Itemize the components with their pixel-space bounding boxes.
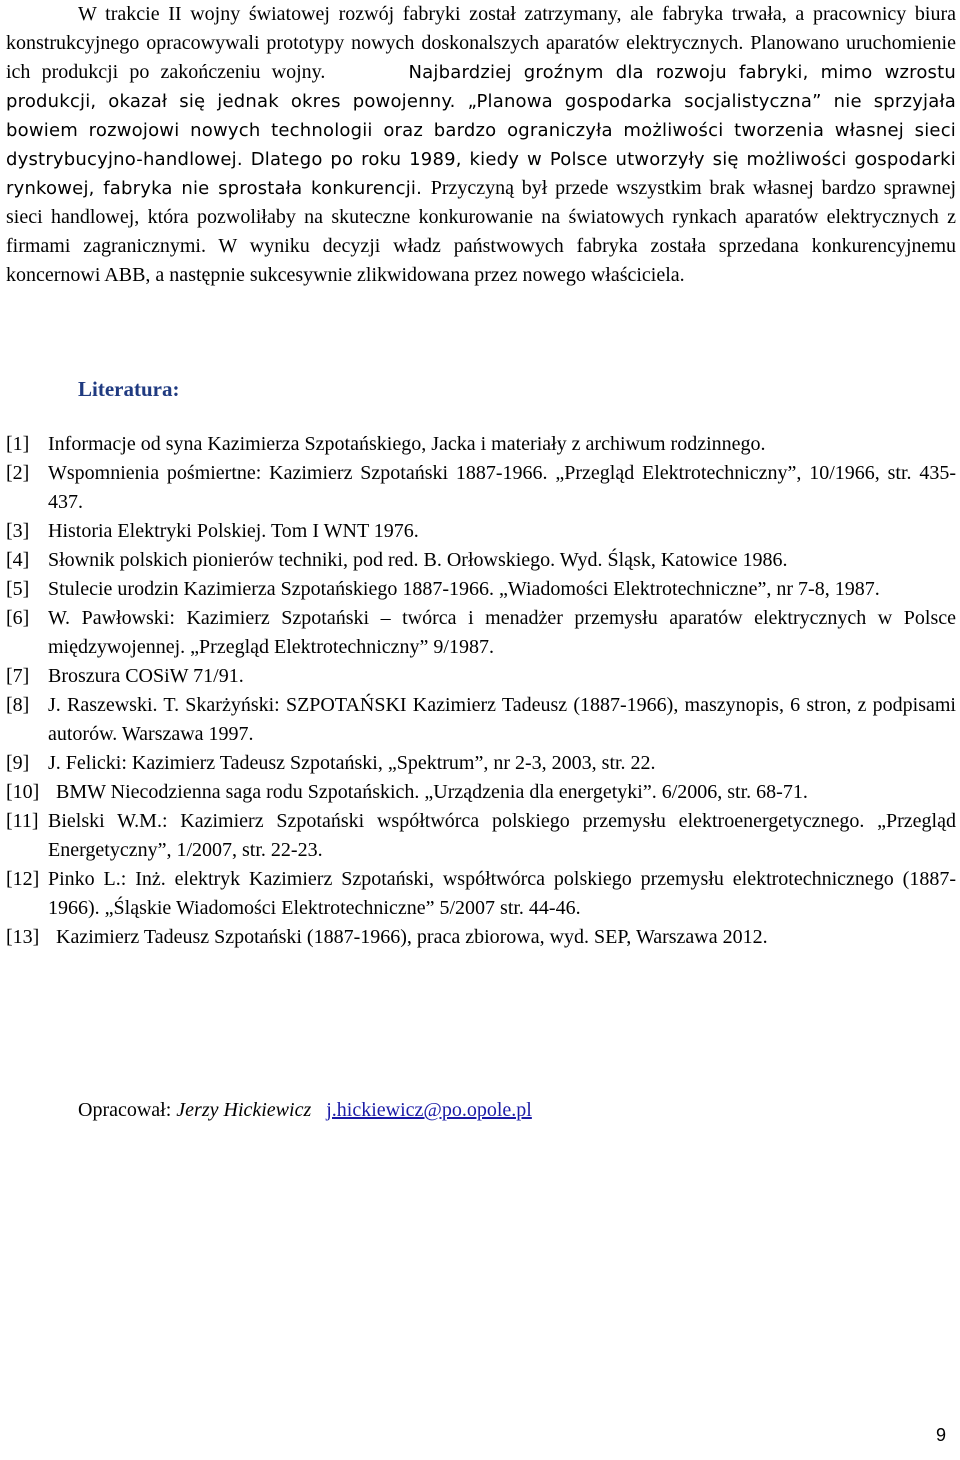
reference-item: [6, 575, 956, 604]
reference-number: [1]: [6, 433, 30, 455]
reference-number: [3]: [6, 520, 30, 542]
reference-item: [6, 807, 956, 865]
author-label: Opracował:: [78, 1099, 172, 1121]
reference-item: [6, 778, 956, 807]
reference-text: Stulecie urodzin Kazimierza Szpotańskiego 1887-1966. „Wiadomości Elektrotechniczne”, nr 7-8, 1987.: [48, 578, 880, 600]
reference-text: Bielski W.M.: Kazimierz Szpotański współtwórca polskiego przemysłu elektroenergetycznego. „Przegląd Energetyczny”, 1/2007, str. 22-23.: [48, 810, 956, 861]
reference-text: J. Felicki: Kazimierz Tadeusz Szpotański, „Spektrum”, nr 2-3, 2003, str. 22.: [48, 752, 656, 774]
author-name: Jerzy Hickiewicz: [176, 1099, 312, 1121]
reference-item: [6, 691, 956, 749]
reference-text: Słownik polskich pionierów techniki, pod red. B. Orłowskiego. Wyd. Śląsk, Katowice 1986.: [48, 549, 788, 571]
literature-heading: Literatura:: [78, 377, 180, 401]
reference-item: [6, 430, 956, 459]
body-segment-3: Przyczyną był przede wszystkim brak własnej bardzo sprawnej sieci handlowej, która pozwoliłaby na skuteczne konkurowanie na światowych rynkach aparatów elektrycznych z firmami zagranicznymi. W wyniku decyzji władz państwowych fabryka została sprzedana konkurencyjnemu koncernowi ABB, a następnie sukcesywnie zlikwidowana przez nowego właściciela.: [6, 177, 956, 286]
reference-number: [13]: [6, 926, 40, 948]
body-paragraph: [6, 0, 956, 290]
reference-item: [6, 546, 956, 575]
reference-text: Wspomnienia pośmiertne: Kazimierz Szpotański 1887-1966. „Przegląd Elektrotechniczny”, 10/1966, str. 435-437.: [48, 462, 956, 513]
page-number: 9: [935, 1425, 946, 1445]
reference-text: Pinko L.: Inż. elektryk Kazimierz Szpotański, współtwórca polskiego przemysłu elektrotechnicznego (1887-1966). „Śląskie Wiadomości Elektrotechniczne” 5/2007 str. 44-46.: [48, 868, 956, 919]
reference-number: [2]: [6, 462, 30, 484]
reference-text: BMW Niecodzienna saga rodu Szpotańskich. „Urządzenia dla energetyki”. 6/2006, str. 68-71.: [56, 781, 808, 803]
reference-text: Broszura COSiW 71/91.: [48, 665, 244, 687]
reference-item: [6, 662, 956, 691]
body-segment-1: W trakcie II wojny światowej rozwój fabryki został zatrzymany, ale fabryka trwała, a pracownicy biura konstrukcyjnego opracowywali prototypy nowych doskonalszych aparatów elektrycznych. Planowano uruchomienie ich produkcji po zakończeniu wojny.: [6, 3, 956, 83]
body-segment-2: Najbardziej groźnym dla rozwoju fabryki, mimo wzrostu produkcji, okazał się jednak okres powojenny. „Planowa gospodarka socjalistyczna” nie sprzyjała bowiem rozwojowi nowych technologii oraz bardzo ograniczyła możliwości tworzenia własnej sieci dystrybucyjno-handlowej. Dlatego po roku 1989, kiedy w Polsce utworzyły się możliwości gospodarki rynkowej, fabryka nie sprostała konkurencji.: [6, 62, 956, 199]
author-line: [78, 1096, 532, 1125]
reference-list: [6, 430, 956, 952]
reference-item: [6, 923, 956, 952]
reference-number: [10]: [6, 781, 40, 803]
reference-text: J. Raszewski. T. Skarżyński: SZPOTAŃSKI Kazimierz Tadeusz (1887-1966), maszynopis, 6 stron, z podpisami autorów. Warszawa 1997.: [48, 694, 956, 745]
reference-text: Kazimierz Tadeusz Szpotański (1887-1966), praca zbiorowa, wyd. SEP, Warszawa 2012.: [56, 926, 768, 948]
reference-item: [6, 517, 956, 546]
reference-number: [9]: [6, 752, 30, 774]
reference-item: [6, 749, 956, 778]
reference-number: [8]: [6, 694, 30, 716]
reference-number: [12]: [6, 868, 40, 890]
reference-number: [4]: [6, 549, 30, 571]
reference-number: [11]: [6, 810, 39, 832]
reference-item: [6, 459, 956, 517]
reference-number: [7]: [6, 665, 30, 687]
reference-text: Informacje od syna Kazimierza Szpotańskiego, Jacka i materiały z archiwum rodzinnego.: [48, 433, 766, 455]
reference-item: [6, 865, 956, 923]
reference-number: [5]: [6, 578, 30, 600]
reference-text: W. Pawłowski: Kazimierz Szpotański – twórca i menadżer przemysłu aparatów elektrycznych w Polsce międzywojennej. „Przegląd Elektrotechniczny” 9/1987.: [48, 607, 956, 658]
reference-number: [6]: [6, 607, 30, 629]
reference-text: Historia Elektryki Polskiej. Tom I WNT 1976.: [48, 520, 419, 542]
author-email-link[interactable]: j.hickiewicz@po.opole.pl: [326, 1099, 532, 1121]
reference-item: [6, 604, 956, 662]
